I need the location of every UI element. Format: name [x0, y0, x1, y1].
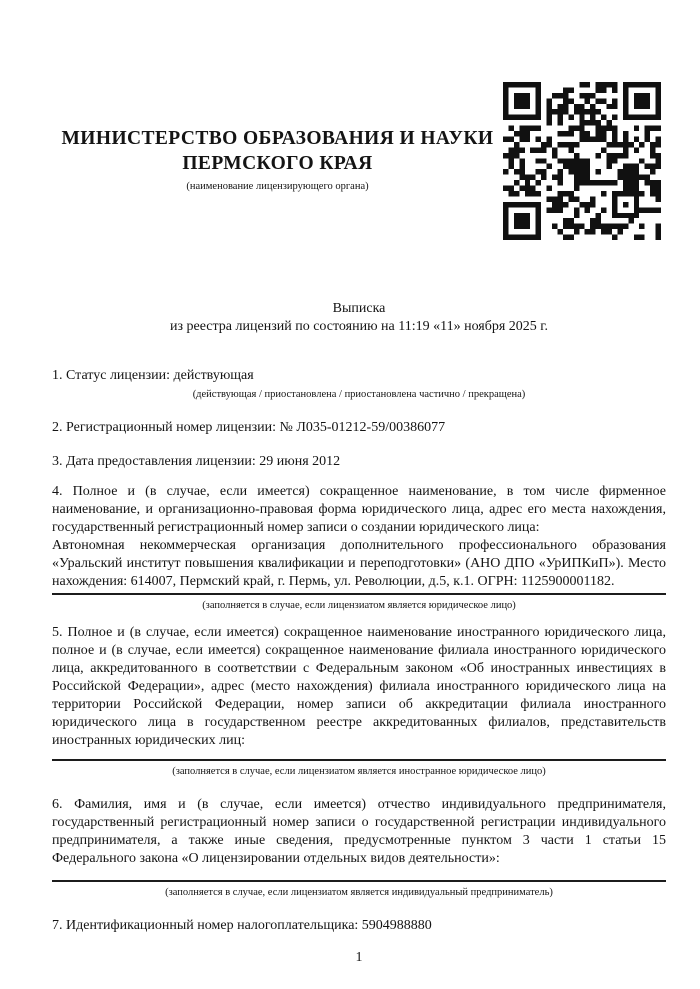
field-text: 2. Регистрационный номер лицензии: № Л035-01212-59/00386077 — [52, 420, 446, 435]
document-title — [52, 300, 666, 336]
title-line2: из реестра лицензий по состоянию на 11:19 «11» ноября 2025 г. — [170, 319, 548, 334]
field-caption: (заполняется в случае, если лицензиатом является индивидуальный предприниматель) — [165, 887, 553, 898]
field-taxpayer-id — [52, 917, 666, 935]
fill-line — [52, 880, 666, 882]
field-registration-number — [52, 419, 666, 437]
field-foreign-entity — [52, 624, 666, 778]
field-value: Автономная некоммерческая организация дополнительного профессионального образования «Уральский институт повышения квалификации и переподготовки» (АНО ДПО «УрИПКиП»). Место нахождения: 614007, Пермский край, г. Пермь, ул. Революции, д.5, к.1. ОГРН: 1125900001182. — [52, 538, 666, 589]
field-text: 3. Дата предоставления лицензии: 29 июня 2012 — [52, 454, 341, 469]
licensing-authority-header — [52, 126, 503, 193]
qr-code-icon — [503, 82, 661, 240]
field-text: 4. Полное и (в случае, если имеется) сокращенное наименование, в том числе фирменное наименование, и организационно-правовая форма юридического лица, адрес его места нахождения, государственный регистрационный номер записи о создании юридического лица: — [52, 484, 666, 535]
field-entrepreneur — [52, 796, 666, 899]
ministry-caption: (наименование лицензирующего органа) — [186, 181, 369, 192]
field-text: 1. Статус лицензии: действующая — [52, 368, 254, 383]
document-body — [52, 300, 666, 967]
ministry-name-line1: МИНИСТЕРСТВО ОБРАЗОВАНИЯ И НАУКИ — [61, 128, 494, 149]
field-license-status — [52, 367, 666, 401]
fill-line — [52, 593, 666, 595]
field-grant-date — [52, 453, 666, 471]
page-number: 1 — [355, 950, 363, 965]
field-text: 6. Фамилия, имя и (в случае, если имеется) отчество индивидуального предпринимателя, государственный регистрационный номер записи о государственной регистрации индивидуального предпринимателя, а также иные сведения, предусмотренные пунктом 3 части 1 статьи 15 Федерального закона «О лицензировании отдельных видов деятельности»: — [52, 797, 666, 866]
field-caption: (заполняется в случае, если лицензиатом является иностранное юридическое лицо) — [172, 766, 546, 777]
title-line1: Выписка — [332, 301, 386, 316]
field-legal-entity — [52, 483, 666, 612]
field-text: 7. Идентификационный номер налогоплательщика: 5904988880 — [52, 918, 432, 933]
field-text: 5. Полное и (в случае, если имеется) сокращенное наименование иностранного юридического лица, полное и (в случае, если имеется) сокращенное наименование филиала иностранного юридического лица, аккредитованного в соответствии с Федеральным законом «Об иностранных инвестициях в Российской Федерации», адрес (место нахождения) филиала иностранного юридического лица на территории Российской Федерации, номер записи об аккредитации филиала иностранного юридического лица в государственном реестре аккредитованных филиалов, представительств иностранных юридических лиц: — [52, 625, 666, 748]
ministry-name-line2: ПЕРМСКОГО КРАЯ — [182, 153, 373, 174]
fill-line — [52, 759, 666, 761]
field-caption: (заполняется в случае, если лицензиатом является юридическое лицо) — [202, 600, 516, 611]
field-caption: (действующая / приостановлена / приостановлена частично / прекращена) — [192, 389, 526, 400]
